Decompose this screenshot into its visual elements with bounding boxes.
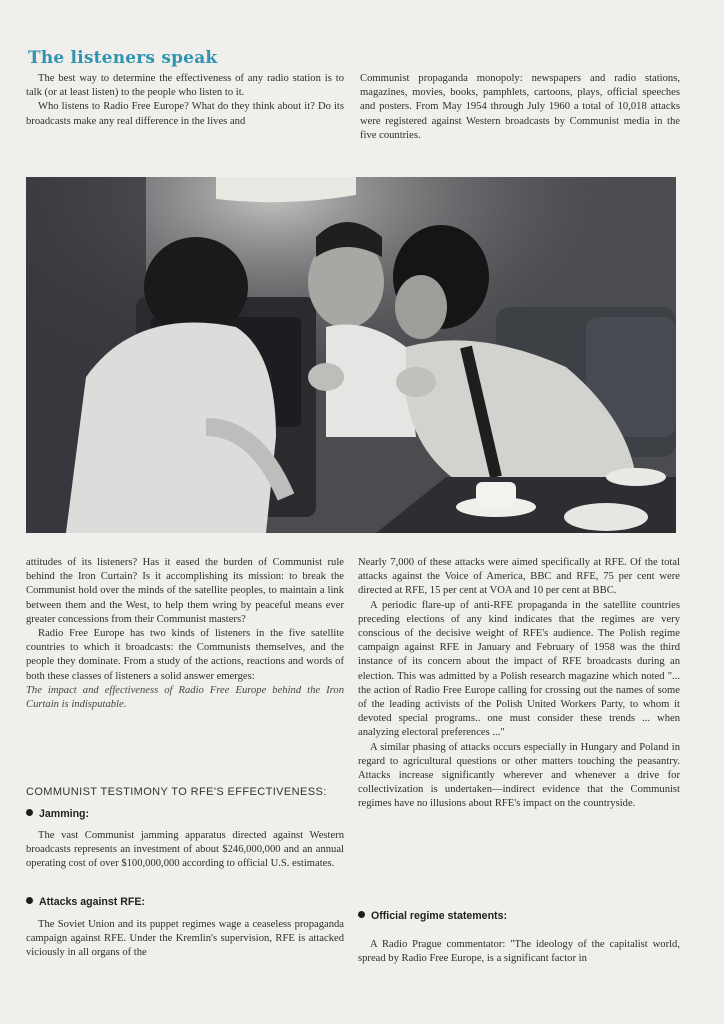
official-statements-heading (358, 910, 507, 922)
jamming-text (26, 829, 344, 872)
paragraph: A similar phasing of attacks occurs especially in Hungary and Poland in regard to agricultural questions or other matters touching the peasantry. Attacks increase significantly wherever and whenever a drive for collectivization is undertaken—indirect evidence that the Communist regimes have no illusions about RFE's impact on the countryside. (358, 741, 680, 810)
photo-illustration (26, 177, 676, 533)
paragraph: A periodic flare-up of anti-RFE propaganda in the satellite countries preceding elections of any kind indicates that the regimes are very conscious of the decisive weight of RFE's audience. The Polish regime campaign against RFE in January and February of 1958 was the third instance of its concern about the impact of RFE broadcasts during an election. This was admitted by a Polish research magazine which noted "... the action of Radio Free Europe calling for crossing out the names of some of the leading activists of the Polish United Workers Party, to whom it devoted special programs.. one must consider these trends ... when analyzing electoral preferences ..." (358, 599, 680, 739)
attacks-heading (26, 896, 145, 908)
bullet-icon (26, 809, 33, 816)
paragraph: A Radio Prague commentator: "The ideology of the capitalist world, spread by Radio Free Europe, is a significant factor in (358, 939, 680, 965)
paragraph: The vast Communist jamming apparatus directed against Western broadcasts represents an investment of about $246,000,000 and an annual operating cost of over $100,000,000 according to official U.S. estimates. (26, 830, 344, 870)
body-column-right (358, 556, 680, 812)
paragraph: Radio Free Europe has two kinds of listeners in the five satellite countries to which it broadcasts: the Communists themselves, and the people they dominate. From a study of the actions, reactions and words of both these classes of listeners a solid answer emerges: (26, 628, 344, 682)
heading-text: Official regime statements: (371, 910, 507, 922)
intro-column-left (26, 72, 344, 129)
official-statements-text (358, 938, 680, 966)
jamming-heading (26, 808, 89, 820)
paragraph: Who listens to Radio Free Europe? What do they think about it? Do its broadcasts make any real difference in the lives and (26, 101, 344, 127)
attacks-text (26, 918, 344, 961)
section-title: COMMUNIST TESTIMONY TO RFE'S EFFECTIVENESS: (26, 786, 327, 798)
paragraph: Communist propaganda monopoly: newspapers and radio stations, magazines, movies, books, pamphlets, cartoons, plays, official speeches and posters. From May 1954 through July 1960 a total of 10,018 attacks were registered against Western broadcasts by Communist media in the five countries. (360, 73, 680, 141)
paragraph: attitudes of its listeners? Has it eased the burden of Communist rule behind the Iron Curtain? Is it accomplishing its mission: to break the Communist hold over the minds of the satellite peoples, to maintain a link between them and the West, to help them wring by peaceful means ever greater concessions from their Communist masters? (26, 557, 344, 625)
headline: The listeners speak (28, 48, 218, 68)
bullet-icon (358, 911, 365, 918)
paragraph: The Soviet Union and its puppet regimes wage a ceaseless propaganda campaign against RFE. Under the Kremlin's supervision, RFE is attacked viciously in all organs of the (26, 919, 344, 959)
bullet-icon (26, 897, 33, 904)
heading-text: Jamming: (39, 808, 90, 820)
intro-column-right (360, 72, 680, 143)
body-column-left (26, 556, 344, 712)
paragraph: The best way to determine the effectiveness of any radio station is to talk (or at least listen) to the people who listen to it. (26, 73, 344, 99)
heading-text: Attacks against RFE: (39, 896, 145, 908)
paragraph: Nearly 7,000 of these attacks were aimed specifically at RFE. Of the total attacks against the Voice of America, BBC and RFE, 75 per cent were directed at RFE, 15 per cent at VOA and 10 per cent at BBC. (358, 557, 680, 597)
listeners-photo (26, 177, 676, 533)
emphasis-paragraph: The impact and effectiveness of Radio Free Europe behind the Iron Curtain is indisputable. (26, 684, 344, 711)
